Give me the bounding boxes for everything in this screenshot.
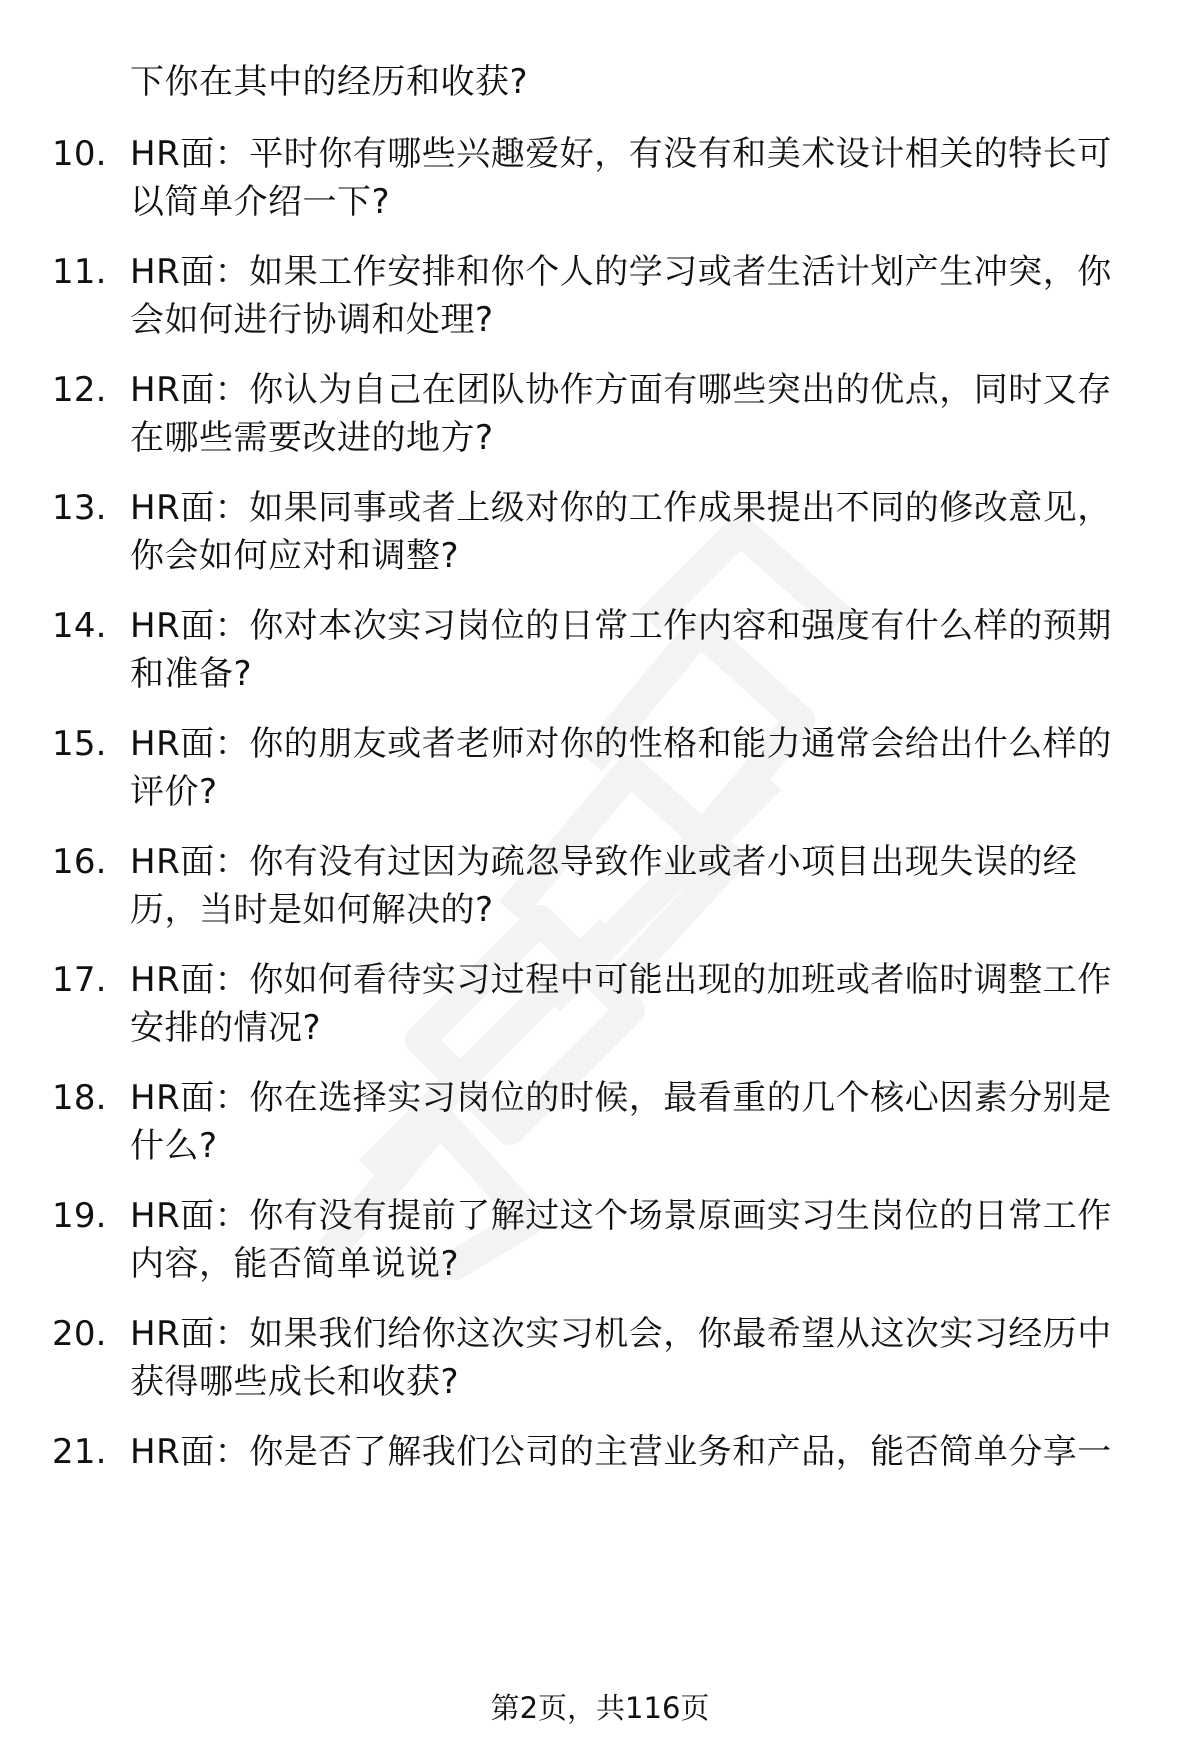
question-number: 14. <box>52 606 107 646</box>
question-text: HR面：如果我们给你这次实习机会，你最希望从这次实习经历中 获得哪些成长和收获? <box>130 1314 1112 1402</box>
question-number: 17. <box>52 960 107 1000</box>
question-text: HR面：平时你有哪些兴趣爱好，有没有和美术设计相关的特长可 以简单介绍一下? <box>130 134 1112 222</box>
question-number: 12. <box>52 370 107 410</box>
question-number: 20. <box>52 1314 107 1354</box>
question-number: 11. <box>52 252 107 292</box>
continued-question-text: 下你在其中的经历和收获? <box>130 62 529 102</box>
question-number: 10. <box>52 134 107 174</box>
question-text: HR面：你对本次实习岗位的日常工作内容和强度有什么样的预期 和准备? <box>130 606 1112 694</box>
question-text: HR面：你是否了解我们公司的主营业务和产品，能否简单分享一 <box>130 1432 1112 1472</box>
question-text: HR面：你有没有过因为疏忽导致作业或者小项目出现失误的经 历，当时是如何解决的? <box>130 842 1078 930</box>
question-number: 19. <box>52 1196 107 1236</box>
question-text: HR面：你如何看待实习过程中可能出现的加班或者临时调整工作 安排的情况? <box>130 960 1112 1048</box>
question-text: HR面：你在选择实习岗位的时候，最看重的几个核心因素分别是 什么? <box>130 1078 1112 1166</box>
question-text: HR面：你有没有提前了解过这个场景原画实习生岗位的日常工作 内容，能否简单说说? <box>130 1196 1112 1284</box>
question-text: HR面：如果同事或者上级对你的工作成果提出不同的修改意见， 你会如何应对和调整? <box>130 488 1112 576</box>
question-number: 16. <box>52 842 107 882</box>
question-text: HR面：你的朋友或者老师对你的性格和能力通常会给出什么样的 评价? <box>130 724 1112 812</box>
question-text: HR面：你认为自己在团队协作方面有哪些突出的优点，同时又存 在哪些需要改进的地方? <box>130 370 1112 458</box>
question-number: 15. <box>52 724 107 764</box>
page-footer: 第2页，共116页 <box>490 1691 710 1725</box>
question-number: 18. <box>52 1078 107 1118</box>
question-number: 21. <box>52 1432 107 1472</box>
question-text: HR面：如果工作安排和你个人的学习或者生活计划产生冲突，你 会如何进行协调和处理? <box>130 252 1112 340</box>
question-number: 13. <box>52 488 107 528</box>
